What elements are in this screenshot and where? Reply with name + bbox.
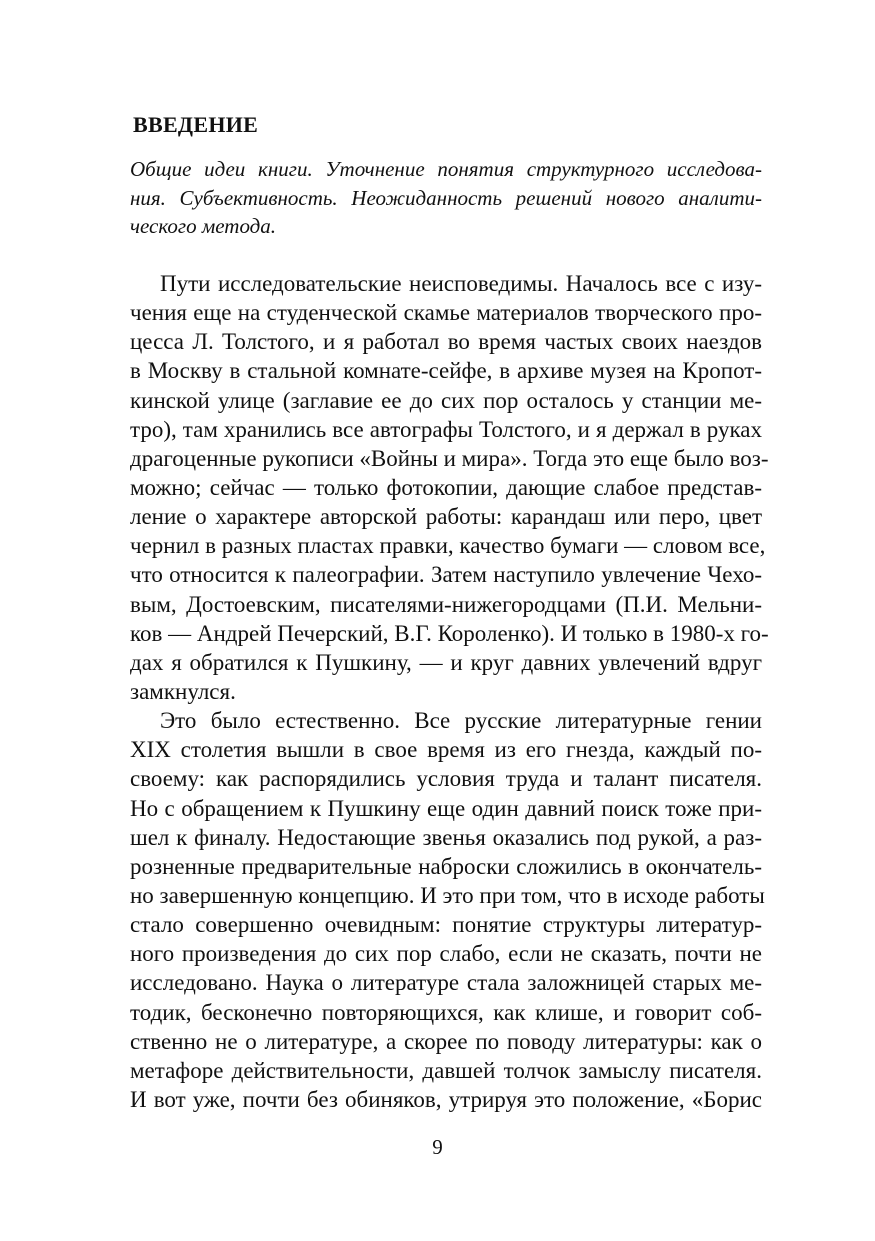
body-line: чения еще на студенческой скамье материалов творческого про- — [130, 300, 762, 326]
body-line: И вот уже, почти без обиняков, утрируя это положение, «Борис — [130, 1086, 762, 1112]
body-text — [130, 269, 769, 1114]
body-line: тро), там хранились все автографы Толстого, и я держал в руках — [130, 416, 762, 442]
body-line: можно; сейчас — только фотокопии, дающие слабое представ- — [130, 474, 762, 500]
body-line: исследовано. Наука о литературе стала заложницей старых ме- — [130, 970, 762, 996]
body-line: замкнулся. — [130, 678, 236, 704]
body-line: цесса Л. Толстого, и я работал во время частых своих наездов — [130, 329, 762, 355]
body-line: в Москву в стальной комнате-сейфе, в архиве музея на Кропот- — [130, 358, 762, 384]
page-number: 9 — [432, 1135, 443, 1159]
body-line: Это было естественно. Все русские литературные гении — [160, 708, 762, 734]
body-line: что относится к палеографии. Затем наступило увлечение Чехо- — [130, 562, 762, 588]
body-line: Пути исследовательские неисповедимы. Началось все с изу- — [160, 271, 762, 296]
abstract-line: Общие идеи книги. Уточнение понятия структурного исследова- — [130, 157, 762, 181]
body-line: ственно не о литературе, а скорее по поводу литературы: как о — [130, 1028, 762, 1054]
body-line: XIX столетия вышли в свое время из его гнезда, каждый по- — [130, 737, 762, 763]
body-line: дах я обратился к Пушкину, — и круг давних увлечений вдруг — [130, 649, 762, 675]
chapter-heading: ВВЕДЕНИЕ — [133, 112, 259, 137]
body-line: Но с обращением к Пушкину еще один давний поиск тоже при- — [130, 795, 762, 821]
body-line: тодик, бесконечно повторяющихся, как клише, и говорит соб- — [130, 999, 762, 1025]
body-line: но завершенную концепцию. И это при том, что в исходе работы — [130, 882, 765, 908]
body-line: драгоценные рукописи «Войны и мира». Тогда это еще было воз- — [130, 445, 769, 471]
body-line: кинской улице (заглавие ее до сих пор осталось у станции ме- — [130, 387, 762, 413]
body-line: метафоре действительности, давшей толчок замыслу писателя. — [130, 1057, 762, 1083]
body-line: вым, Достоевским, писателями-нижегородцами (П.И. Мельни- — [130, 591, 762, 617]
body-line: розненные предварительные наброски сложились в окончатель- — [130, 853, 762, 879]
chapter-abstract — [130, 155, 762, 241]
body-line: стало совершенно очевидным: понятие структуры литератур- — [130, 912, 762, 938]
body-line: ков — Андрей Печерский, В.Г. Короленко). И только в 1980-х го- — [130, 620, 769, 646]
body-line: ление о характере авторской работы: карандаш или перо, цвет — [130, 504, 762, 530]
body-line: своему: как распорядились условия труда и талант писателя. — [130, 766, 762, 792]
abstract-line: ния. Субъективность. Неожиданность решений нового аналити- — [130, 185, 762, 210]
body-line: ного произведения до сих пор слабо, если не сказать, почти не — [130, 941, 762, 967]
body-line: шел к финалу. Недостающие звенья оказались под рукой, а раз- — [130, 824, 762, 850]
body-line: чернил в разных пластах правки, качество бумаги — словом все, — [130, 533, 766, 559]
abstract-line: ческого метода. — [130, 214, 277, 238]
